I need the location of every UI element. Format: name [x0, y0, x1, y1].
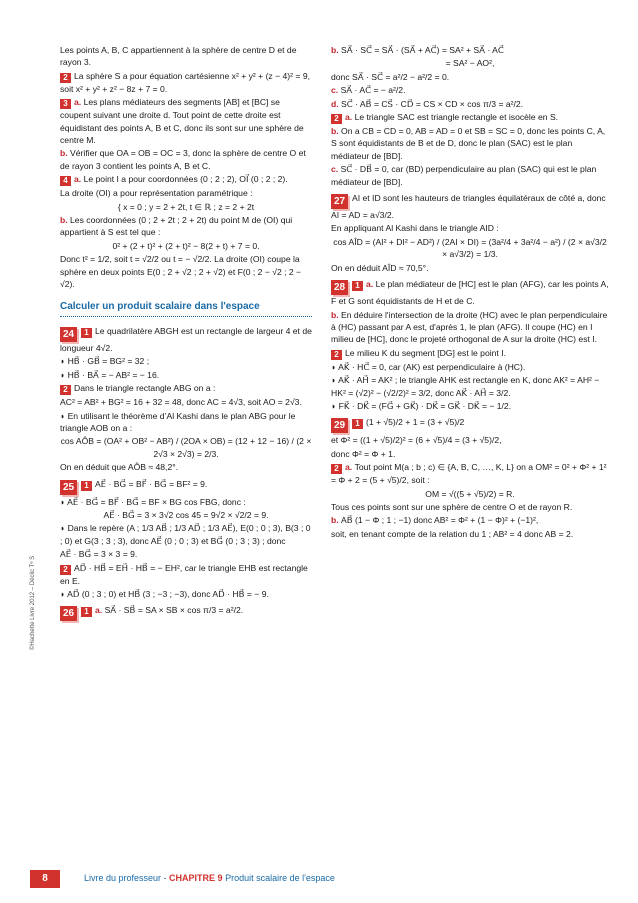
question-number: 2	[331, 464, 342, 474]
paragraph-text: SA⃗ · SB⃗ = SA × SB × cos π/3 = a²/2.	[104, 605, 244, 616]
exercise-number: 26	[60, 606, 77, 621]
exercise-start	[60, 478, 312, 495]
exercise-start	[331, 416, 609, 433]
footer-book: Livre du professeur -	[84, 873, 170, 883]
paragraph-text: Le milieu K du segment [DG] est le point I.	[345, 347, 506, 358]
paragraph-text: soit, en tenant compte de la relation du 1 ; AB² = 4 donc AB = 2.	[331, 528, 574, 539]
formula-line	[60, 201, 312, 213]
part-label: c.	[331, 85, 341, 96]
text-line	[331, 400, 609, 412]
exercise-start	[60, 325, 312, 354]
text-line	[331, 71, 609, 83]
formula-text: { x = 0 ; y = 2 + 2t, t ∈ ℝ ; z = 2 + 2t	[117, 201, 255, 212]
text-line	[60, 70, 312, 95]
paragraph-text: Donc t² = 1/2, soit t = √2/2 ou t = − √2/2. La droite (OI) coupe la sphère en deux points E(0 ; 2 + √2 ; 2 + √2) et F(0 ; 2 − √2 ; 2 − √2).	[60, 254, 302, 290]
text-line	[331, 222, 609, 234]
text-line	[331, 44, 609, 56]
text-line	[331, 361, 609, 373]
paragraph-text: Les coordonnées (0 ; 2 + 2t ; 2 + 2t) du point M de (OI) qui appartient à S est tel que :	[60, 215, 293, 238]
paragraph-text: Tous ces points sont sur une sphère de centre O et de rayon R.	[331, 501, 573, 512]
exercise-start	[331, 192, 609, 221]
paragraph-text: La sphère S a pour équation cartésienne x² + y² + (z − 4)² = 9, soit x² + y² + z² − 8z + 7 = 0.	[60, 70, 310, 94]
paragraph-text: AI et ID sont les hauteurs de triangles équilatéraux de côté a, donc AI = AD = a√3/2.	[331, 193, 606, 221]
part-label: d.	[331, 98, 342, 109]
exercise-number: 28	[331, 280, 348, 295]
exercise-number: 24	[60, 327, 77, 342]
question-number: 2	[331, 114, 342, 124]
question-number: 4	[60, 176, 71, 186]
text-line	[60, 588, 312, 600]
text-line	[331, 347, 609, 360]
paragraph-text: ◗ AE⃗ · BG⃗ = BF⃗ · BG⃗ = BF × BG cos FBG, donc :	[60, 496, 246, 507]
paragraph-text: AE⃗ · BG⃗ = BF⃗ · BG⃗ = BF² = 9.	[95, 478, 208, 489]
question-number: 1	[352, 419, 363, 429]
part-label: a.	[345, 112, 355, 123]
footer-text	[84, 873, 335, 883]
right-column	[331, 44, 609, 541]
text-line	[60, 496, 312, 508]
exercise-start	[331, 278, 609, 307]
question-number: 1	[352, 281, 363, 291]
paragraph-text: En appliquant Al Kashi dans le triangle AID :	[331, 223, 499, 234]
formula-line	[60, 240, 312, 252]
exercise-start	[60, 604, 312, 621]
paragraph-text: ◗ AD⃗ (0 ; 3 ; 0) et HB⃗ (3 ; −3 ; −3), donc AD⃗ · HB⃗ = − 9.	[60, 589, 269, 599]
part-label: b.	[331, 45, 342, 55]
paragraph-text: (1 + √5)/2 + 1 = (3 + √5)/2	[366, 417, 465, 428]
part-label: a.	[366, 279, 376, 290]
text-line	[60, 461, 312, 473]
text-line	[331, 514, 609, 526]
paragraph-text: Le quadrilatère ABGH est un rectangle de largeur 4 et de longueur 4√2.	[60, 325, 312, 353]
text-line	[60, 147, 312, 172]
formula-line	[331, 488, 609, 500]
paragraph-text: SA⃗ · SC⃗ = SA⃗ · (SA⃗ + AC⃗) = SA² + SA⃗ · AC⃗	[341, 45, 504, 55]
text-line	[60, 187, 312, 199]
formula-line	[331, 57, 609, 69]
paragraph-text: ◗ En utilisant le théorème d’Al Kashi dans le plan ABG pour le triangle AOB on a :	[60, 410, 296, 433]
part-label: c.	[331, 164, 341, 175]
text-line	[331, 448, 609, 460]
paragraph-text: ◗ HB⃗ · BA⃗ = − AB² = − 16.	[60, 369, 160, 380]
text-line	[60, 44, 312, 69]
paragraph-text: ◗ AK⃗ · AH⃗ = AK² ; le triangle AHK est rectangle en K, donc AK² = AH² − HK² = (√2)² − (√2/2)² = 3/2, donc AK⃗ · AH⃗ = 3/2.	[331, 375, 600, 398]
formula-line	[60, 509, 312, 521]
formula-text: cos AÔB = (OA² + OB² − AB²) / (2OA × OB) = (12 + 12 − 16) / (2 × 2√3 × 2√3) = 2/3.	[60, 436, 312, 459]
question-number: 2	[60, 73, 71, 83]
part-label: b.	[331, 515, 342, 526]
formula-text: cos AÎD = (AI² + DI² − AD²) / (2AI × DI) = (3a²/4 + 3a²/4 − a²) / (2 × a√3/2 × a√3/2) = 1/3.	[333, 236, 607, 260]
question-number: 2	[331, 350, 342, 360]
question-number: 3	[60, 99, 71, 109]
text-line	[331, 461, 609, 486]
paragraph-text: La droite (OI) a pour représentation paramétrique :	[60, 188, 253, 199]
text-line	[331, 125, 609, 162]
paragraph-text: donc SA⃗ · SC⃗ = a²/2 − a²/2 = 0.	[331, 71, 450, 82]
exercise-number: 25	[60, 480, 77, 495]
paragraph-text: AD⃗ · HB⃗ = EH⃗ · HB⃗ = − EH², car le triangle EHB est rectangle en E.	[60, 562, 308, 586]
paragraph-text: Dans le triangle rectangle ABG on a :	[74, 383, 216, 394]
text-line	[60, 96, 312, 146]
formula-text: OM = √((5 + √5)/2) = R.	[425, 488, 515, 499]
footer-chapter: CHAPITRE 9	[169, 873, 223, 883]
text-line	[60, 410, 312, 435]
text-line	[331, 528, 609, 540]
paragraph-text: Le point I a pour coordonnées (0 ; 2 ; 2), OI⃗ (0 ; 2 ; 2).	[83, 174, 288, 185]
formula-text: AE⃗ · BG⃗ = 3 × 3√2 cos 45 = 9√2 × √2/2 = 9.	[103, 509, 269, 520]
formula-line	[60, 435, 312, 460]
paragraph-text: SC⃗ · AB⃗ = CS⃗ · CD⃗ = CS × CD × cos π/3 = a²/2.	[341, 98, 524, 109]
question-number: 1	[81, 481, 92, 491]
text-line	[60, 396, 312, 408]
paragraph-text: On en déduit AÎD ≈ 70,5°.	[331, 262, 429, 273]
text-line	[60, 369, 312, 381]
question-number: 2	[60, 565, 71, 575]
formula-text: 0² + (2 + t)² + (2 + t)² − 8(2 + t) + 7 = 0.	[112, 240, 260, 251]
exercise-number: 29	[331, 418, 348, 433]
paragraph-text: SA⃗ · AC⃗ = − a²/2.	[340, 85, 406, 96]
text-line	[331, 309, 609, 346]
text-line	[331, 98, 609, 110]
text-line	[60, 214, 312, 239]
text-line	[60, 253, 312, 290]
paragraph-text: Les points A, B, C appartiennent à la sphère de centre D et de rayon 3.	[60, 45, 297, 68]
part-label: a.	[74, 97, 84, 108]
part-label: b.	[60, 148, 71, 159]
part-label: a.	[345, 462, 355, 473]
formula-text: = SA² − AO²,	[445, 58, 495, 69]
question-number: 1	[81, 328, 92, 338]
text-line	[60, 562, 312, 587]
paragraph-text: On a CB = CD = 0, AB = AD = 0 et SB = SC = 0, donc les points C, A, S sont équidistants de B et de D, donc le plan (SAC) est le plan médiateur de [BD].	[331, 126, 606, 161]
page-footer	[0, 868, 638, 890]
part-label: b.	[331, 309, 342, 320]
paragraph-text: En déduire l'intersection de la droite (HC) avec le plan perpendiculaire à (HC) passant par A est, d'après 1, le plan (AFG). Il coupe (HC) en I milieu de [HC], donc le projeté orthogonal de A sur la droite (HC) est I.	[331, 309, 608, 345]
text-line	[331, 501, 609, 513]
section-heading: Calculer un produit scalaire dans l'espace	[60, 301, 312, 317]
text-line	[60, 355, 312, 367]
paragraph-text: donc Φ² = Φ + 1.	[331, 448, 396, 459]
footer-title: Produit scalaire de l'espace	[225, 873, 335, 883]
paragraph-text: ◗ HB⃗ · GB⃗ = BG² = 32 ;	[60, 356, 150, 367]
paragraph-text: Vérifier que OA = OB = OC = 3, donc la sphère de centre O et de rayon 3 contient les points A, B et C.	[60, 148, 306, 171]
paragraph-text: AB⃗ (1 − Φ ; 1 ; −1) donc AB² = Φ² + (1 − Φ)² + (−1)²,	[341, 515, 539, 526]
text-line	[60, 173, 312, 186]
paragraph-text: Le triangle SAC est triangle rectangle et isocèle en S.	[354, 112, 559, 123]
copyright-sidebar: ©Hachette Livre 2012 – Déclic Tᵉ S	[30, 555, 36, 650]
paragraph-text: Tout point M(a ; b ; c) ∈ {A, B, C, …, K, L} on a OM² = 0² + Φ² + 1² = Φ + 2 = (5 + √5)/2, soit :	[331, 462, 607, 486]
paragraph-text: AC² = AB² + BG² = 16 + 32 = 48, donc AC = 4√3, soit AO = 2√3.	[60, 397, 302, 408]
question-number: 1	[81, 607, 92, 617]
text-line	[331, 262, 609, 274]
text-line	[331, 111, 609, 124]
question-number: 2	[60, 385, 71, 395]
part-label: a.	[74, 174, 84, 185]
paragraph-text: On en déduit que AÔB ≈ 48,2°.	[60, 462, 179, 473]
paragraph-text: Le plan médiateur de [HC] est le plan (AFG), car les points A, F et G sont équidistants de H et de C.	[331, 279, 609, 307]
paragraph-text: ◗ Dans le repère (A ; 1/3 AB⃗ ; 1/3 AD⃗ ; 1/3 AE⃗), E(0 ; 0 ; 3), B(3 ; 0 ; 0) et G(3 ; 3 ; 3), donc AE⃗ (0 ; 0 ; 3) et BG⃗ (0 ; 3 ; 3) ; donc	[60, 523, 311, 546]
text-line	[60, 548, 312, 560]
text-line	[60, 382, 312, 395]
exercise-number: 27	[331, 194, 348, 209]
part-label: a.	[95, 605, 105, 616]
page-number: 8	[30, 870, 60, 888]
text-line	[331, 374, 609, 399]
text-line	[331, 163, 609, 188]
text-line	[331, 84, 609, 96]
paragraph-text: et Φ² = ((1 + √5)/2)² = (6 + √5)/4 = (3 + √5)/2,	[331, 435, 502, 446]
formula-line	[331, 236, 609, 261]
paragraph-text: ◗ FK⃗ · DK⃗ = (FG⃗ + GK⃗) · DK⃗ = GK⃗ · DK⃗ = − 1/2.	[331, 400, 512, 411]
paragraph-text: SC⃗ · DB⃗ = 0, car (BD) perpendiculaire au plan (SAC) qui est le plan médiateur de [BD].	[331, 164, 597, 187]
part-label: b.	[331, 126, 342, 137]
text-line	[60, 522, 312, 547]
paragraph-text: ◗ AK⃗ · HC⃗ = 0, car (AK) est perpendiculaire à (HC).	[331, 361, 526, 372]
part-label: b.	[60, 215, 71, 226]
paragraph-text: Les plans médiateurs des segments [AB] et [BC] se coupent suivant une droite d. Tout point de cette droite est équidistant des points A, B et C, donc ils sont sur une sphère de centre M.	[60, 97, 304, 146]
left-column	[60, 44, 312, 622]
text-line	[331, 434, 609, 446]
paragraph-text: AE⃗ · BG⃗ = 3 × 3 = 9.	[60, 549, 138, 560]
